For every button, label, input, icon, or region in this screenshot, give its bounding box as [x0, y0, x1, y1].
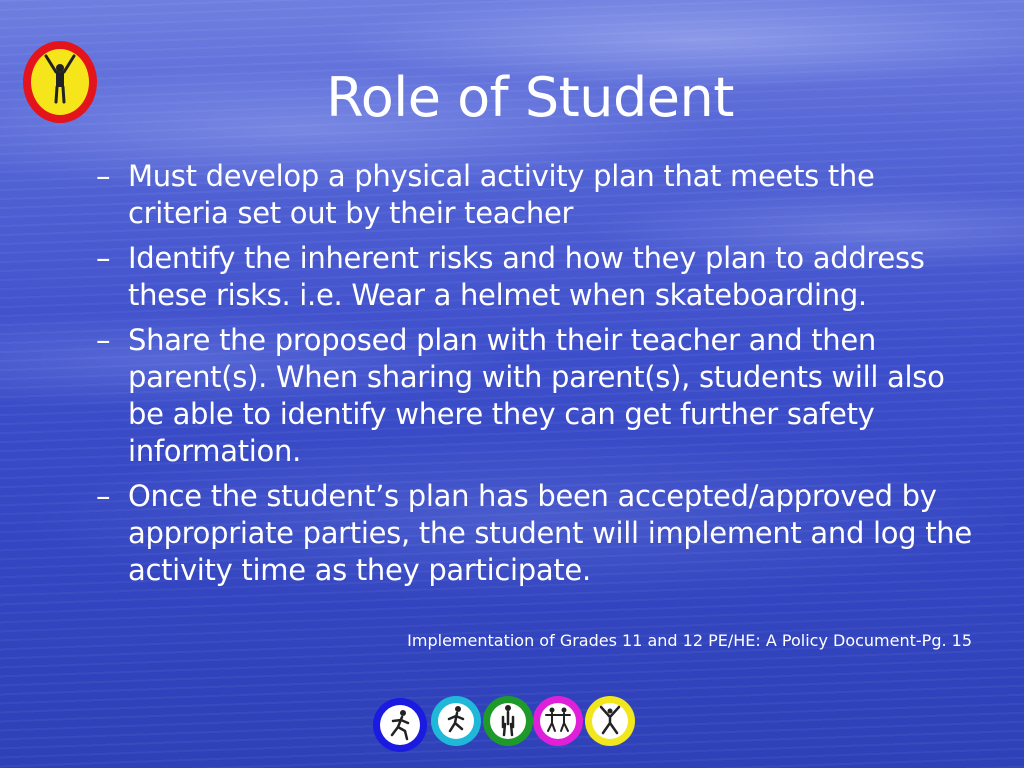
- jumping-figure-icon: [585, 696, 635, 746]
- bullet-item: [96, 478, 976, 589]
- bullet-marker: –: [96, 323, 111, 357]
- slide-title: Role of Student: [326, 66, 734, 129]
- activity-icons-row: [372, 693, 642, 753]
- bullet-marker: –: [96, 479, 111, 513]
- dancers-icon: [533, 696, 583, 746]
- bullet-text: Share the proposed plan with their teacher and then parent(s). When sharing with parent(s), students will also be able to identify where they can get further safety information.: [128, 323, 945, 468]
- runner-icon: [373, 698, 427, 752]
- source-citation: Implementation of Grades 11 and 12 PE/HE: A Policy Document-Pg. 15: [407, 631, 972, 650]
- bullet-marker: –: [96, 159, 111, 193]
- bullet-text: Once the student’s plan has been accepted/approved by appropriate parties, the student will implement and log the activity time as they participate.: [128, 479, 972, 587]
- jogger-icon: [431, 696, 481, 746]
- bullet-text: Must develop a physical activity plan that meets the criteria set out by their teacher: [128, 159, 875, 230]
- bullet-marker: –: [96, 241, 111, 275]
- bullet-item: [96, 322, 976, 470]
- bullet-text: Identify the inherent risks and how they plan to address these risks. i.e. Wear a helmet when skateboarding.: [128, 241, 925, 312]
- bullet-list: [96, 158, 976, 597]
- standing-figure-icon: [483, 696, 533, 746]
- bullet-item: [96, 240, 976, 314]
- bullet-item: [96, 158, 976, 232]
